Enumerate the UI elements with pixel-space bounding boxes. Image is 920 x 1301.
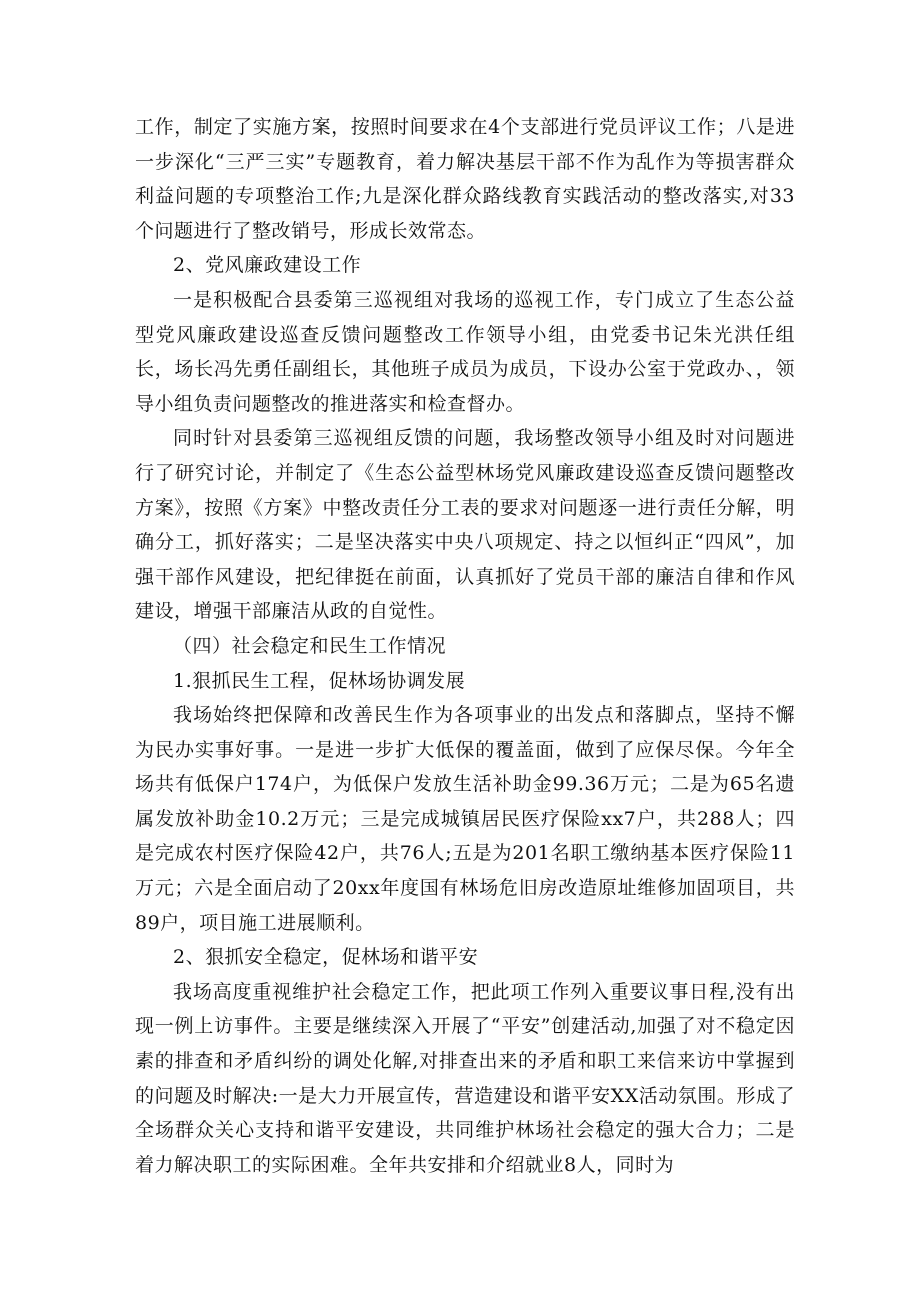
paragraph-safety: 我场高度重视维护社会稳定工作，把此项工作列入重要议事日程,没有出现一例上访事件。主要是继续深入开展了“平安”创建活动,加强了对不稳定因素的排查和矛盾纠纷的调处化解,对排查出来的矛盾和职工来信来访中掌握到的问题及时解决:一是大力开展宣传，营造建设和谐平安XX活动氛围。形成了全场群众关心支持和谐平安建设，共同维护林场社会稳定的强大合力；二是着力解决职工的实际困难。全年共安排和介绍就业8人，同时为 [135,980,795,1176]
section-heading-livelihood: 1.狠抓民生工程，促林场协调发展 [173,669,466,692]
paragraph-inspection-cooperation: 一是积极配合县委第三巡视组对我场的巡视工作，专门成立了生态公益型党风廉政建设巡查反馈问题整改工作领导小组，由党委书记朱光洪任组长，场长冯先勇任副组长，其他班子成员为成员，下设办公室于党政办、，领导小组负责问题整改的推进落实和检查督办。 [135,288,795,415]
document-body [135,110,795,1182]
paragraph-continued: 工作，制定了实施方案，按照时间要求在4个支部进行党员评议工作；八是进一步深化“三严三实”专题教育，着力解决基层干部不作为乱作为等损害群众利益问题的专项整治工作;九是深化群众路线教育实践活动的整改落实,对33个问题进行了整改销号，形成长效常态。 [135,116,795,242]
section-heading-safety: 2、狠抓安全稳定，促林场和谐平安 [173,946,479,969]
section-heading-party-conduct: 2、党风廉政建设工作 [173,254,362,277]
paragraph-livelihood: 我场始终把保障和改善民生作为各项事业的出发点和落脚点，坚持不懈为民办实事好事。一是进一步扩大低保的覆盖面，做到了应保尽保。今年全场共有低保户174户，为低保户发放生活补助金99.36万元；二是为65名遗属发放补助金10.2万元；三是完成城镇居民医疗保险xx7户，共288人；四是完成农村医疗保险42户，共76人;五是为201名职工缴纳基本医疗保险11万元；六是全面启动了20xx年度国有林场危旧房改造原址维修加固项目，共89户，项目施工进展顺利。 [135,704,795,934]
paragraph-rectification: 同时针对县委第三巡视组反馈的问题，我场整改领导小组及时对问题进行了研究讨论，并制定了《生态公益型林场党风廉政建设巡查反馈问题整改方案》，按照《方案》中整改责任分工表的要求对问题逐一进行责任分解，明确分工，抓好落实；二是坚决落实中央八项规定、持之以恒纠正“四风”，加强干部作风建设，把纪律挺在前面，认真抓好了党员干部的廉洁自律和作风建设，增强干部廉洁从政的自觉性。 [135,427,795,623]
section-heading-social-stability: （四）社会稳定和民生工作情况 [173,634,447,657]
